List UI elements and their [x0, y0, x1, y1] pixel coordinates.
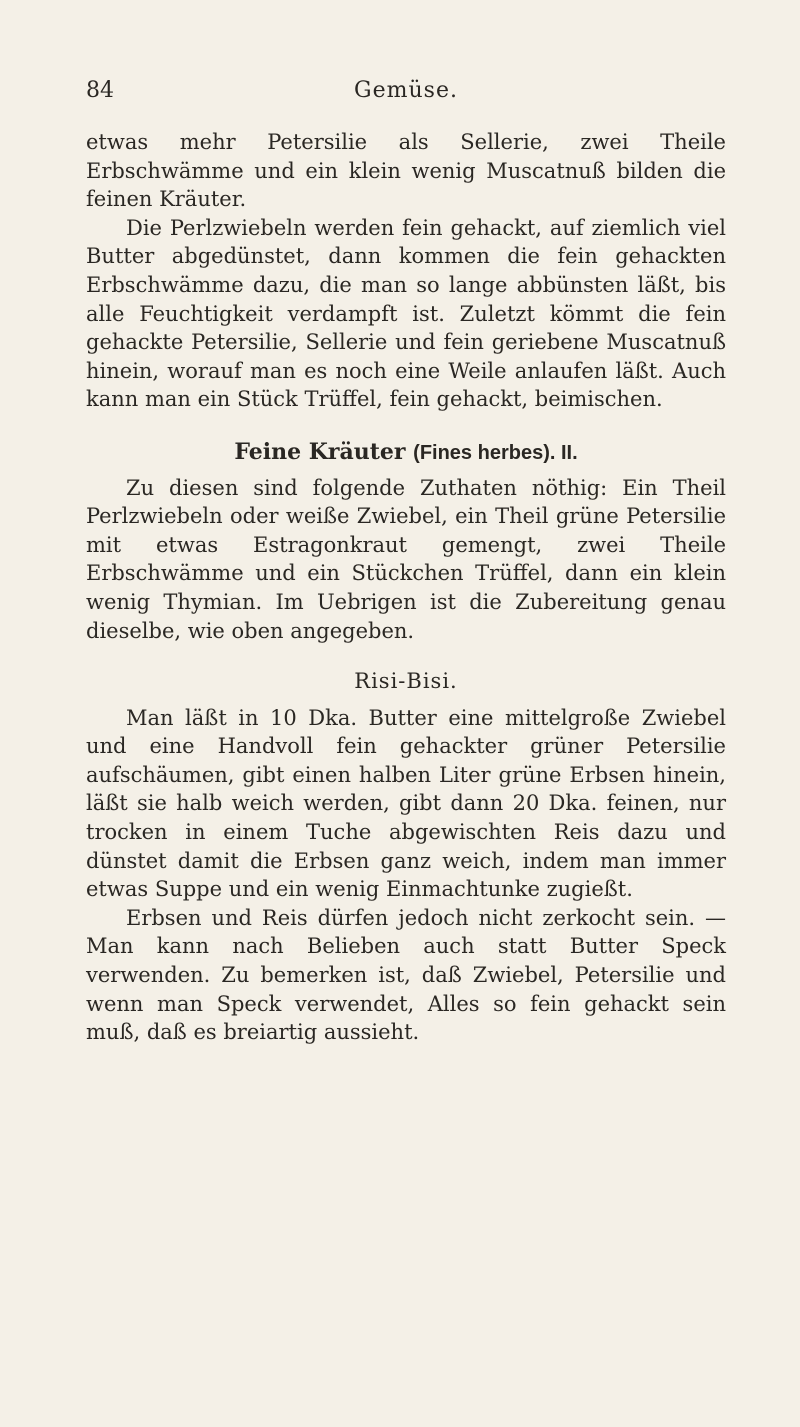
page-number: 84 [86, 78, 114, 103]
paragraph-3: Zu diesen sind folgende Zuthaten nöthig: Ein Theil Perlzwiebeln oder weiße Zwiebel, ein Theil grüne Petersilie mit etwas Estragonkraut gemengt, zwei Theile Erbschwämme und ein Stückchen Trüffel, dann ein klein wenig Thymian. Im Uebrigen ist die Zubereitung genau dieselbe, wie oben angegeben. [86, 475, 726, 643]
heading-latin: (Fines herbes). II. [413, 441, 578, 464]
heading-german: Feine Kräuter [234, 438, 406, 465]
paragraph-1: etwas mehr Petersilie als Sellerie, zwei Theile Erbschwämme und ein klein wenig Muscatnuß bilden die feinen Kräuter. [86, 130, 726, 212]
paragraph-2: Die Perlzwiebeln werden fein gehackt, auf ziemlich viel Butter abgedünstet, dann kommen die fein gehackten Erbschwämme dazu, die man so lange abbünsten läßt, bis alle Feuchtigkeit verdampft ist. Zuletzt kömmt die fein gehackte Petersilie, Sellerie und fein geriebene Muscatnuß hinein, worauf man es noch eine Weile anlaufen läßt. Auch kann man ein Stück Trüffel, fein gehackt, beimischen. [86, 215, 726, 412]
page-content [86, 128, 726, 1047]
paragraph-5: Erbsen und Reis dürfen jedoch nicht zerkocht sein. — Man kann nach Belieben auch statt Butter Speck verwenden. Zu bemerken ist, daß Zwiebel, Petersilie und wenn man Speck verwendet, Alles so fein gehackt sein muß, daß es breiartig aussieht. [86, 905, 726, 1045]
section-heading-fines-herbes [86, 438, 726, 468]
section-heading-risi-bisi: Risi-Bisi. [354, 669, 458, 694]
running-head: Gemüse. [354, 78, 458, 103]
paragraph-4: Man läßt in 10 Dka. Butter eine mittelgroße Zwiebel und eine Handvoll fein gehackter grüner Petersilie aufschäumen, gibt einen halben Liter grüne Erbsen hinein, läßt sie halb weich werden, gibt dann 20 Dka. feinen, nur trocken in einem Tuche abgewischten Reis dazu und dünstet damit die Erbsen ganz weich, indem man immer etwas Suppe und ein wenig Einmachtunke zugießt. [86, 705, 726, 902]
page-header [86, 78, 726, 108]
